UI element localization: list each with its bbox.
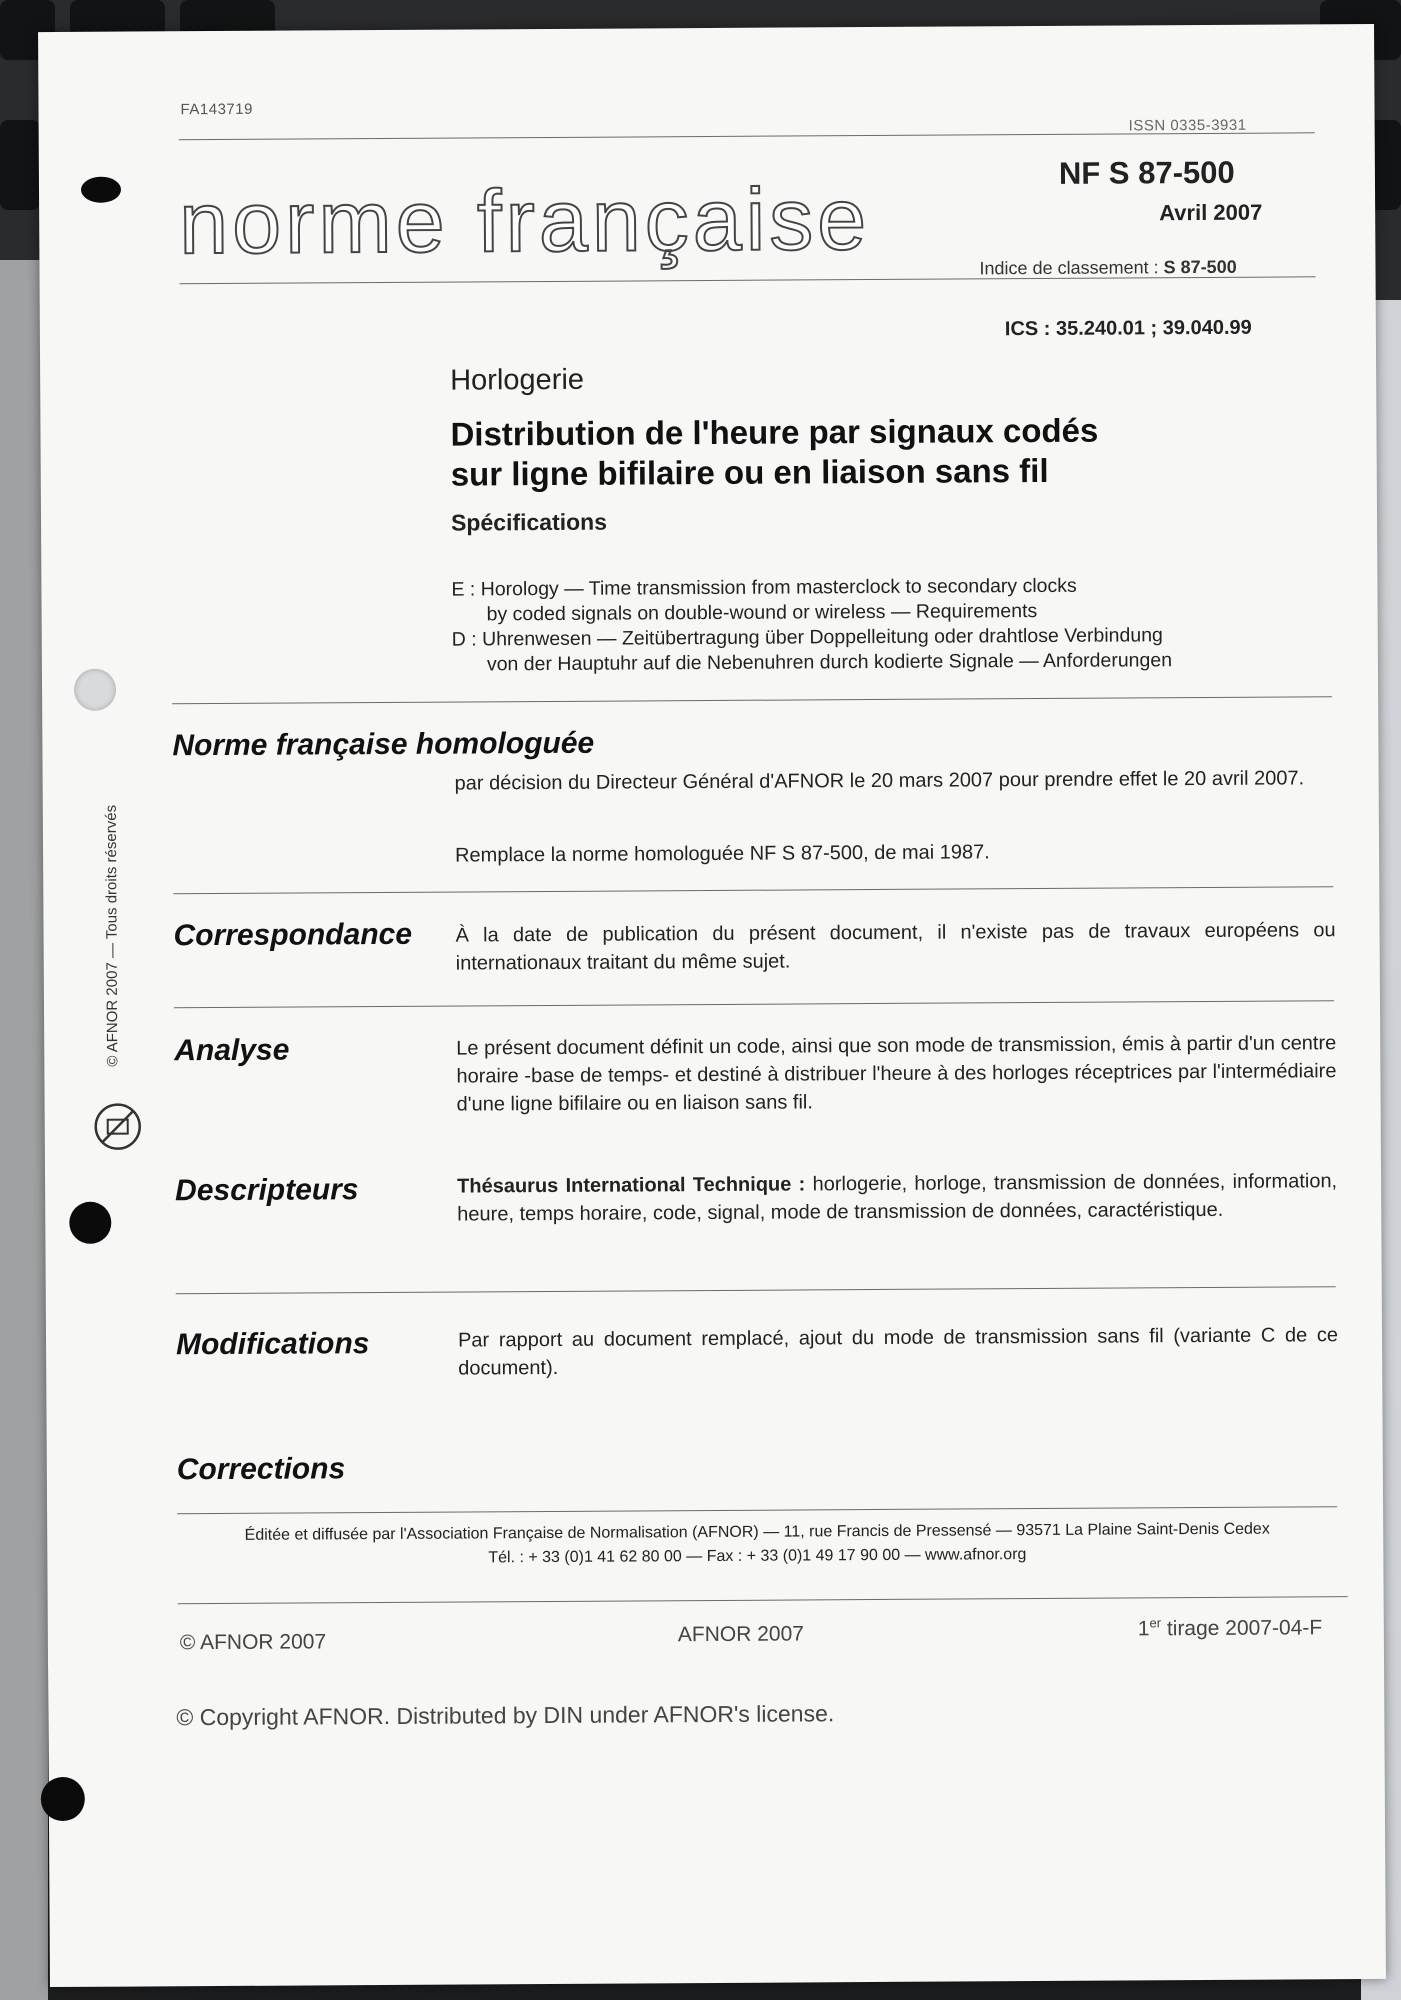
subtitle: Spécifications (450, 508, 608, 536)
divider (172, 696, 1332, 704)
divider (178, 1596, 1348, 1604)
no-photocopy-icon (93, 1101, 143, 1151)
publisher-line: Éditée et diffusée par l'Association Française de Normalisation (AFNOR) — 11, rue Francis de Pressensé — 93571 La Plaine Saint-Denis Cedex (244, 1520, 1270, 1544)
license-notice: © Copyright AFNOR. Distributed by DIN under AFNOR's license. (176, 1700, 835, 1731)
translations (451, 572, 1372, 678)
punch-hole (41, 1777, 85, 1821)
punch-hole (81, 177, 121, 203)
title-line: Distribution de l'heure par signaux codés (450, 411, 1099, 453)
category-heading: Horlogerie (450, 363, 585, 397)
descripteurs-heading: Descripteurs (175, 1173, 359, 1208)
correspondance-text: À la date de publication du présent document, il n'existe pas de travaux européens ou internationaux traitant du même sujet. (455, 919, 1336, 975)
publisher-info (177, 1517, 1337, 1572)
homologuee-text: par décision du Directeur Général d'AFNOR le 20 mars 2007 pour prendre effet le 20 avril 2007. (454, 767, 1305, 795)
divider (176, 1286, 1336, 1294)
modifications-text: Par rapport au document remplacé, ajout du mode de transmission sans fil (variante C de ce document). (457, 1324, 1339, 1380)
vertical-copyright: © AFNOR 2007 — Tous droits réservés (102, 804, 122, 1067)
punch-hole (74, 669, 116, 711)
key (0, 120, 40, 210)
divider (173, 886, 1333, 894)
german-title-cont: von der Hauptuhr auf die Nebenuhren durch kodierte Signale — Anforderungen (486, 649, 1173, 676)
issn-number: ISSN 0335-3931 (1128, 116, 1247, 135)
standard-date: Avril 2007 (1159, 199, 1263, 226)
corrections-heading: Corrections (176, 1452, 346, 1487)
homologuee-heading: Norme française homologuée (172, 726, 595, 763)
footer-copyright: © AFNOR 2007 (179, 1630, 327, 1655)
divider (177, 1506, 1337, 1514)
analyse-heading: Analyse (174, 1033, 290, 1068)
modifications-heading: Modifications (175, 1327, 370, 1362)
descripteurs-value: horlogerie, horloge, transmission de données, information, heure, temps horaire, code, signal, mode de transmission de données, caractéristique. (457, 1170, 1338, 1226)
divider (174, 1000, 1334, 1008)
descripteurs-text (457, 1167, 1337, 1228)
standard-number: NF S 87-500 (1058, 154, 1235, 191)
tirage-text: tirage 2007-04-F (1160, 1616, 1323, 1641)
footer-tirage (1138, 1614, 1322, 1641)
tirage-superscript: er (1149, 1615, 1162, 1631)
punch-hole (69, 1202, 111, 1244)
classification-index-label: Indice de classement : (979, 257, 1159, 279)
document-title (450, 409, 1350, 494)
classification-index-value: S 87-500 (1163, 256, 1237, 278)
german-title: D : Uhrenwesen — Zeitübertragung über Doppelleitung oder drahtlose Verbindung (451, 624, 1163, 651)
document-page (38, 24, 1386, 1987)
title-line: sur ligne bifilaire ou en liaison sans fil (450, 451, 1049, 493)
descripteurs-label: Thésaurus International Technique : (457, 1173, 806, 1198)
correspondance-heading: Correspondance (173, 917, 413, 953)
analyse-text: Le présent document définit un code, ainsi que son mode de transmission, émis à partir d'un centre horaire -base de temps- et destiné à distribuer l'heure à des horloges réceptrices par l'intermédiaire d'une ligne bifilaire ou en liaison sans fil. (456, 1032, 1337, 1116)
document-code: FA143719 (180, 100, 253, 119)
classification-index (979, 257, 1236, 280)
contact-line: Tél. : + 33 (0)1 41 62 80 00 — Fax : + 33 (0)1 49 17 90 00 — www.afnor.org (488, 1546, 1027, 1567)
replacement-text: Remplace la norme homologuée NF S 87-500, de mai 1987. (455, 841, 990, 867)
footer-center: AFNOR 2007 (677, 1622, 804, 1647)
english-title-cont: by coded signals on double-wound or wireless — Requirements (486, 600, 1038, 626)
series-title: norme française (178, 169, 871, 273)
ics-code: ICS : 35.240.01 ; 39.040.99 (1004, 316, 1252, 341)
tirage-number: 1 (1137, 1617, 1150, 1641)
english-title: E : Horology — Time transmission from masterclock to secondary clocks (451, 574, 1077, 601)
